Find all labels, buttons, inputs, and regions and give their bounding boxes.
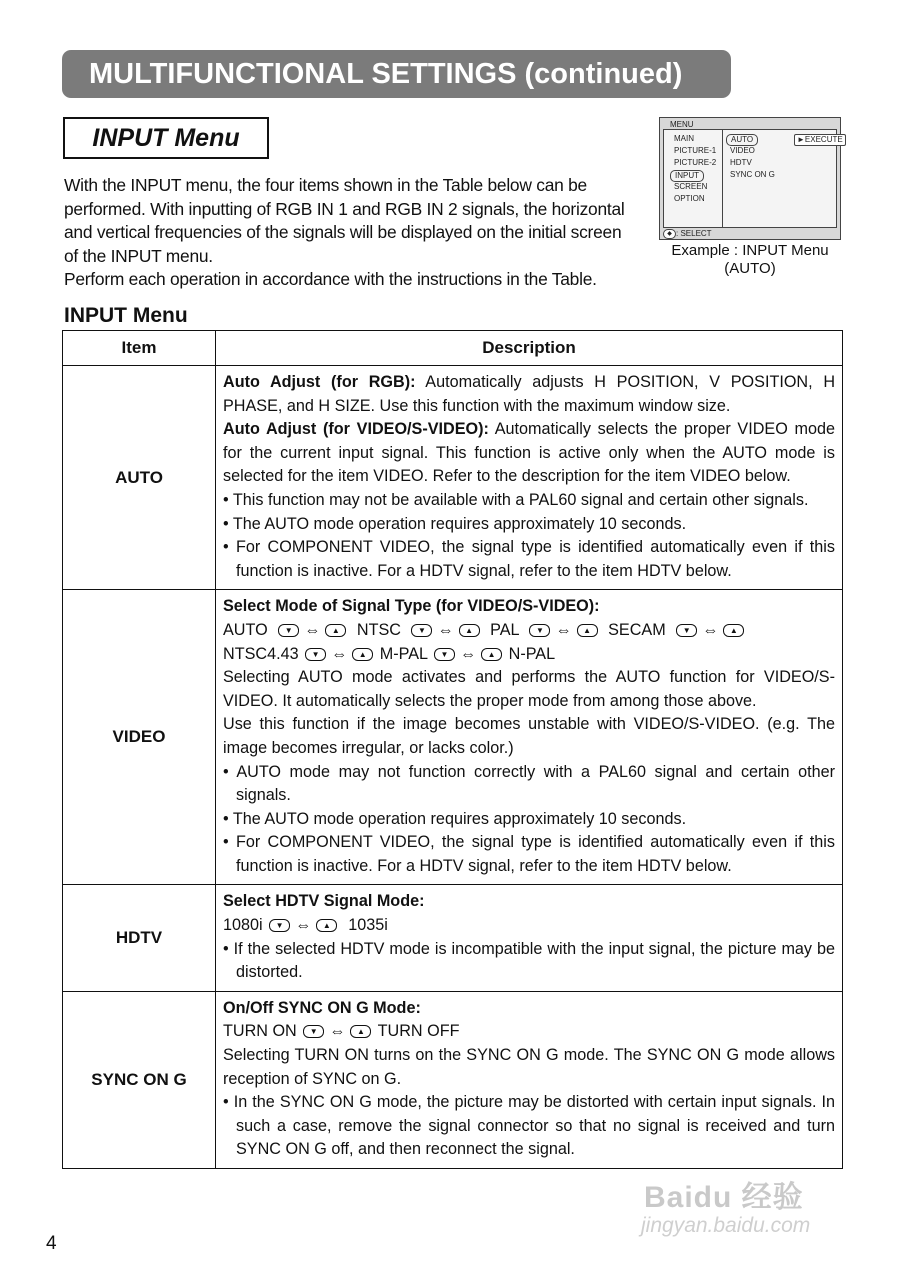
hdtv-bullet-1-text: If the selected HDTV mode is incompatible with the input signal, the picture may be distorted. [233, 939, 836, 982]
page-number: 4 [46, 1233, 57, 1254]
video-mode-sequence-1 [223, 619, 835, 643]
table-title: INPUT Menu [64, 304, 188, 327]
menu-screen-example [659, 117, 841, 240]
mode-mpal: M-PAL [379, 644, 428, 663]
bullet-mark: • [223, 762, 229, 781]
screen-item-input: INPUT [670, 170, 704, 182]
intro-text [64, 174, 626, 292]
table-row-hdtv [63, 885, 843, 991]
video-bullet-3 [223, 831, 835, 878]
bullet-mark: • [223, 939, 229, 958]
bullet-mark: • [223, 1093, 229, 1112]
auto-bullet-2-text: The AUTO mode operation requires approximately 10 seconds. [232, 514, 687, 533]
mode-1080i: 1080i [223, 916, 263, 935]
input-menu-table [62, 330, 843, 1169]
up-arrow-icon: ▲ [325, 624, 346, 637]
both-arrow-icon: ⇔ [702, 620, 719, 639]
table-header-row [63, 331, 843, 366]
description-sync [216, 991, 843, 1168]
mode-npal: N-PAL [508, 644, 556, 663]
bullet-mark: • [223, 809, 229, 828]
screen-caption [650, 242, 850, 278]
item-video: VIDEO [63, 590, 216, 885]
sync-bullet-1-text: In the SYNC ON G mode, the picture may be distorted with certain input signals. In such a case, remove the signal connector so that no signal is received and turn SYNC ON G off, and then reconnect the signal. [233, 1093, 835, 1159]
screen-item-main: MAIN [674, 134, 694, 143]
mode-auto: AUTO [223, 620, 268, 639]
video-bullet-1 [223, 761, 835, 808]
page-banner: MULTIFUNCTIONAL SETTINGS (continued) [62, 50, 731, 98]
video-head: Select Mode of Signal Type (for VIDEO/S-VIDEO): [223, 597, 600, 616]
section-title: INPUT Menu [63, 117, 269, 159]
sync-mode-sequence [223, 1020, 835, 1044]
both-arrow-icon: ⇔ [304, 620, 321, 639]
video-bullet-1-text: AUTO mode may not function correctly with a PAL60 signal and certain other signals. [236, 762, 835, 805]
up-arrow-icon: ▲ [723, 624, 744, 637]
auto-rgb-para [223, 371, 835, 418]
auto-bullet-2 [223, 513, 835, 537]
auto-video-para [223, 418, 835, 489]
both-arrow-icon: ⇔ [437, 620, 454, 639]
item-sync: SYNC ON G [63, 991, 216, 1168]
video-bullet-3-text: For COMPONENT VIDEO, the signal type is identified automatically even if this function is inactive. For a HDTV signal, refer to the item HDTV below. [235, 833, 835, 875]
mode-secam: SECAM [608, 620, 666, 639]
watermark-url: jingyan.baidu.com [641, 1214, 811, 1237]
down-arrow-icon: ▼ [529, 624, 550, 637]
bullet-mark: • [223, 490, 229, 509]
both-arrow-icon: ⇔ [555, 620, 572, 639]
mode-1035i: 1035i [348, 916, 388, 935]
watermark-logo: Baidu 经验 [644, 1181, 804, 1214]
sync-head: On/Off SYNC ON G Mode: [223, 998, 421, 1017]
description-hdtv [216, 885, 843, 991]
description-video [216, 590, 843, 885]
both-arrow-icon: ⇔ [329, 1022, 346, 1041]
down-arrow-icon: ▼ [411, 624, 432, 637]
mode-pal: PAL [490, 620, 519, 639]
down-arrow-icon: ▼ [303, 1025, 324, 1038]
auto-rgb-text: Automatically adjusts H POSITION, V POSITION, H PHASE, and H SIZE. Use this function with the maximum window size. [223, 373, 836, 415]
screen-caption-line2: (AUTO) [724, 260, 776, 277]
down-arrow-icon: ▼ [434, 648, 455, 661]
auto-bullet-1-text: This function may not be available with a PAL60 signal and certain other signals. [232, 490, 809, 509]
video-para-2: Use this function if the image becomes unstable with VIDEO/S-VIDEO. (e.g. The image becomes irregular, or lacks color.) [223, 715, 835, 757]
item-auto: AUTO [63, 366, 216, 590]
description-auto [216, 366, 843, 590]
table-row-video [63, 590, 843, 885]
intro-paragraph-2: Perform each operation in accordance with the instructions in the Table. [64, 269, 597, 290]
up-arrow-icon: ▲ [316, 919, 337, 932]
screen-item-video: VIDEO [730, 146, 755, 155]
screen-item-screen: SCREEN [674, 182, 708, 191]
up-arrow-icon: ▲ [481, 648, 502, 661]
bullet-mark: • [223, 833, 229, 852]
mode-ntsc: NTSC [356, 620, 401, 639]
mode-ntsc443: NTSC4.43 [223, 644, 299, 663]
screen-item-hdtv: HDTV [730, 158, 752, 167]
screen-item-picture1: PICTURE-1 [674, 146, 717, 155]
auto-bullet-3 [223, 536, 835, 583]
video-para-1: Selecting AUTO mode activates and performs the AUTO function for VIDEO/S-VIDEO. It automatically selects the proper mode from among those above. [223, 668, 835, 710]
item-hdtv: HDTV [63, 885, 216, 991]
mode-turn-on: TURN ON [223, 1022, 297, 1041]
video-bullet-2 [223, 808, 835, 832]
down-arrow-icon: ▼ [269, 919, 290, 932]
auto-video-head: Auto Adjust (for VIDEO/S-VIDEO): [223, 420, 489, 439]
table-row-sync [63, 991, 843, 1168]
sync-para-1: Selecting TURN ON turns on the SYNC ON G mode. The SYNC ON G mode allows reception of SYNC on G. [223, 1046, 835, 1088]
auto-bullet-1 [223, 489, 835, 513]
screen-divider [722, 130, 723, 227]
play-icon: ► [797, 135, 805, 144]
both-arrow-icon: ⇔ [331, 644, 348, 663]
header-description: Description [216, 331, 843, 366]
screen-footer-label: : SELECT [676, 229, 712, 239]
table-row-auto [63, 366, 843, 590]
screen-item-option: OPTION [674, 194, 705, 203]
screen-execute-label: EXECUTE [804, 135, 843, 144]
screen-inner-panel [663, 129, 843, 228]
intro-paragraph-1: With the INPUT menu, the four items shown in the Table below can be performed. With inputting of RGB IN 1 and RGB IN 2 signals, the horizontal and vertical frequencies of the signals will be displayed on the initial screen of the INPUT menu. [64, 175, 625, 266]
screen-menu-label: MENU [670, 120, 694, 129]
down-arrow-icon: ▼ [305, 648, 326, 661]
auto-rgb-head: Auto Adjust (for RGB): [223, 373, 416, 391]
auto-bullet-3-text: For COMPONENT VIDEO, the signal type is identified automatically even if this function is inactive. For a HDTV signal, refer to the item HDTV below. [235, 538, 835, 580]
up-arrow-icon: ▲ [577, 624, 598, 637]
up-arrow-icon: ▲ [350, 1025, 371, 1038]
sync-bullet-1 [223, 1091, 835, 1162]
hdtv-mode-sequence [223, 914, 835, 938]
screen-caption-line1: Example : INPUT Menu [671, 242, 829, 259]
down-arrow-icon: ▼ [676, 624, 697, 637]
bullet-mark: • [223, 538, 229, 557]
screen-execute-button [794, 134, 846, 146]
up-arrow-icon: ▲ [459, 624, 480, 637]
video-mode-sequence-2 [223, 643, 835, 667]
hdtv-bullet-1 [223, 938, 835, 985]
up-arrow-icon: ▲ [352, 648, 373, 661]
mode-turn-off: TURN OFF [377, 1022, 460, 1041]
header-item: Item [63, 331, 216, 366]
screen-item-auto: AUTO [726, 134, 758, 146]
both-arrow-icon: ⇔ [459, 644, 477, 663]
video-bullet-2-text: The AUTO mode operation requires approximately 10 seconds. [232, 809, 687, 828]
screen-footer [663, 229, 712, 239]
select-button-icon: ◆ [663, 229, 676, 239]
hdtv-head: Select HDTV Signal Mode: [223, 892, 425, 911]
auto-video-text: Automatically selects the proper VIDEO mode for the current input signal. This function is active only when the AUTO mode is selected for the item VIDEO. Refer to the description for the item VIDEO below. [223, 420, 835, 486]
down-arrow-icon: ▼ [278, 624, 299, 637]
both-arrow-icon: ⇔ [295, 916, 312, 935]
bullet-mark: • [223, 514, 229, 533]
screen-item-sync: SYNC ON G [730, 170, 775, 179]
screen-item-picture2: PICTURE-2 [674, 158, 717, 167]
